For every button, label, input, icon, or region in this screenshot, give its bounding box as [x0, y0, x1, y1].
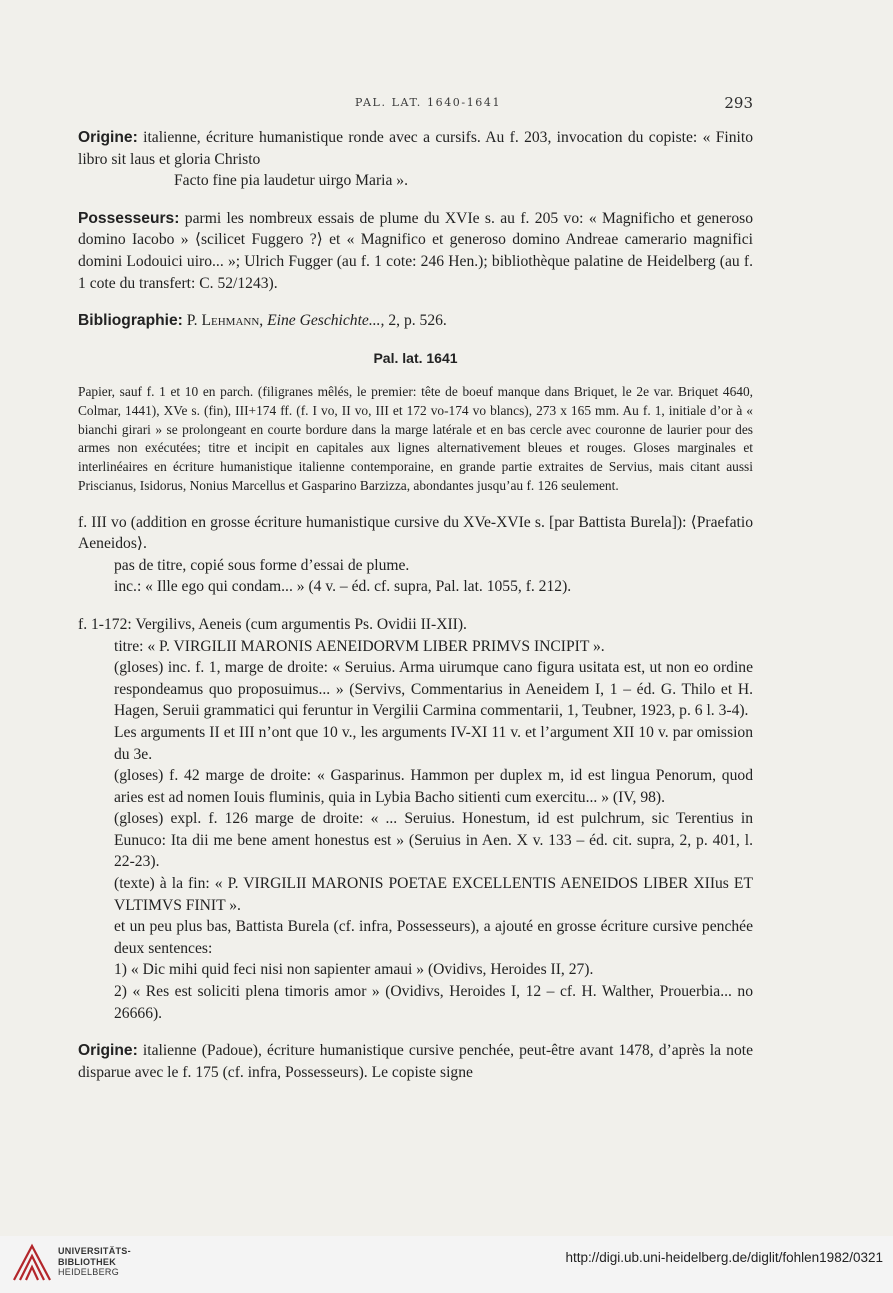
bibliographie-label: Bibliographie:: [78, 312, 183, 330]
bibliographie-author: P. Lehmann,: [186, 312, 264, 330]
library-line-3: HEIDELBERG: [58, 1267, 120, 1277]
origine2-paragraph: [78, 1040, 753, 1083]
f1-gloses-expl: (gloses) expl. f. 126 marge de droite: « ... Seruius. Honestum, id est pulchrum, sic Terentius in Eunuco: Ita dii me bene ament honestus est » (Seruius in Aen. X v. 133 – éd. cit. supra, 2, p. 401, l. 22-23).: [114, 810, 753, 871]
origine-verse-line: Facto fine pia laudetur uirgo Maria ».: [174, 172, 408, 190]
viewer-footer: [0, 1236, 893, 1293]
f1-texte-fin: (texte) à la fin: « P. VIRGILII MARONIS POETAE EXCELLENTIS AENEIDOS LIBER XIIus ET VLTIMVS FINIT ».: [114, 875, 753, 914]
f3-heading: f. III vo (addition en grosse écriture humanistique cursive du XVe-XVIe s. [par Battista Burela]): ⟨Praefatio Aeneidos⟩.: [78, 513, 753, 553]
origine2-label: Origine:: [78, 1042, 138, 1060]
body-text: [78, 127, 753, 1083]
possesseurs-paragraph: [78, 208, 753, 294]
manuscript-description: Papier, sauf f. 1 et 10 en parch. (filigranes mêlés, le premier: tête de boeuf manque dans Briquet, le 2e var. Briquet 4640, Colmar, 1441), XVe s. (fin), III+174 ff. (f. I vo, II vo, III et 172 vo-174 vo blancs), 273 x 165 mm. Au f. 1, initiale d’or à « bianchi girari » se prolongeant en courte bordure dans la marge latérale et en bas cercle avec couronne de laurier pour des armes non exécutées; titre et incipit en capitales aux lignes alternativement bleues et rouges. Gloses marginales et interlinéaires en écriture humanistique italienne contemporaine, en grande partie extraites de Servius, mais citant aussi Priscianus, Isidorus, Nonius Marcellus et Gasparino Barzizza, abondantes jusqu’au f. 126 seulement.: [78, 384, 753, 493]
bibliographie-rest: 2, p. 526.: [388, 312, 447, 330]
origine-paragraph: [78, 127, 753, 170]
f3-incipit: inc.: « Ille ego qui condam... » (4 v. – éd. cf. supra, Pal. lat. 1055, f. 212).: [114, 578, 572, 596]
library-line-1: UNIVERSITÄTS-: [58, 1246, 131, 1256]
page-header: [0, 96, 893, 116]
library-logo-icon: [10, 1240, 54, 1284]
library-line-2: BIBLIOTHEK: [58, 1256, 116, 1267]
f1-arguments: Les arguments II et III n’ont que 10 v., les arguments IV-XI 11 v. et l’argument XII 10 v. par omission du 3e.: [114, 723, 753, 763]
origine2-text: italienne (Padoue), écriture humanistique cursive penchée, peut-être avant 1478, d’après la note disparue avec le f. 175 (cf. infra, Possesseurs). Le copiste signe: [78, 1042, 753, 1081]
f1-gloses-inc: (gloses) inc. f. 1, marge de droite: « Seruius. Arma uirumque cano figura usitata est, ut non eo ordine respondeamus quo proposuimus... » (Servivs, Commentarius in Aeneidem I, 1 – éd. G. Thilo et H. Hagen, Seruii grammatici qui feruntur in Vergilii Carmina commentarii, 1, Teubner, 1923, p. 6 l. 3-4).: [114, 659, 753, 720]
f1-sentence-1: 1) « Dic mihi quid feci nisi non sapienter amaui » (Ovidivs, Heroides II, 27).: [114, 961, 594, 979]
f1-burela-note: et un peu plus bas, Battista Burela (cf. infra, Possesseurs), a ajouté en grosse écriture cursive penchée deux sentences:: [114, 918, 753, 957]
page-number: 293: [724, 94, 753, 112]
possesseurs-text: parmi les nombreux essais de plume du XVIe s. au f. 205 vo: « Magnificho et generoso domino Iacobo » ⟨scilicet Fuggero ?⟩ et « Magnifico et generoso domino Andreae camerario magnifici domini Lodouici uiro... »; Ulrich Fugger (au f. 1 cote: 246 Hen.); bibliothèque palatine de Heidelberg (au f. 1 cote du transfert: C. 52/1243).: [78, 209, 754, 292]
possesseurs-label: Possesseurs:: [78, 209, 180, 227]
section-title: Pal. lat. 1641: [373, 349, 458, 366]
library-name: [58, 1246, 131, 1278]
bibliographie-paragraph: [78, 310, 753, 332]
running-title: PAL. LAT. 1640-1641: [355, 96, 502, 109]
permalink-url[interactable]: http://digi.ub.uni-heidelberg.de/diglit/fohlen1982/0321: [565, 1250, 883, 1265]
origine-text: italienne, écriture humanistique ronde avec a cursifs. Au f. 203, invocation du copiste: « Finito libro sit laus et gloria Christo: [78, 129, 753, 168]
origine-label: Origine:: [78, 129, 138, 146]
f1-gloses-f42: (gloses) f. 42 marge de droite: « Gasparinus. Hammon per duplex m, id est lingua Penorum, quod aries est ad nomen Iouis fluminis, quia in Lybia Bacho sitienti cum exercitu... » (IV, 98).: [114, 767, 753, 806]
f1-sentence-2: 2) « Res est soliciti plena timoris amor » (Ovidivs, Heroides I, 12 – cf. H. Walther, Prouerbia... no 26666).: [114, 983, 753, 1022]
bibliographie-work: Eine Geschichte...,: [267, 312, 385, 330]
f1-heading: f. 1-172: Vergilivs, Aeneis (cum argumentis Ps. Ovidii II-XII).: [78, 615, 467, 633]
f1-titre: titre: « P. VIRGILII MARONIS AENEIDORVM LIBER PRIMVS INCIPIT ».: [114, 637, 605, 655]
f3-note: pas de titre, copié sous forme d’essai de plume.: [114, 556, 410, 574]
